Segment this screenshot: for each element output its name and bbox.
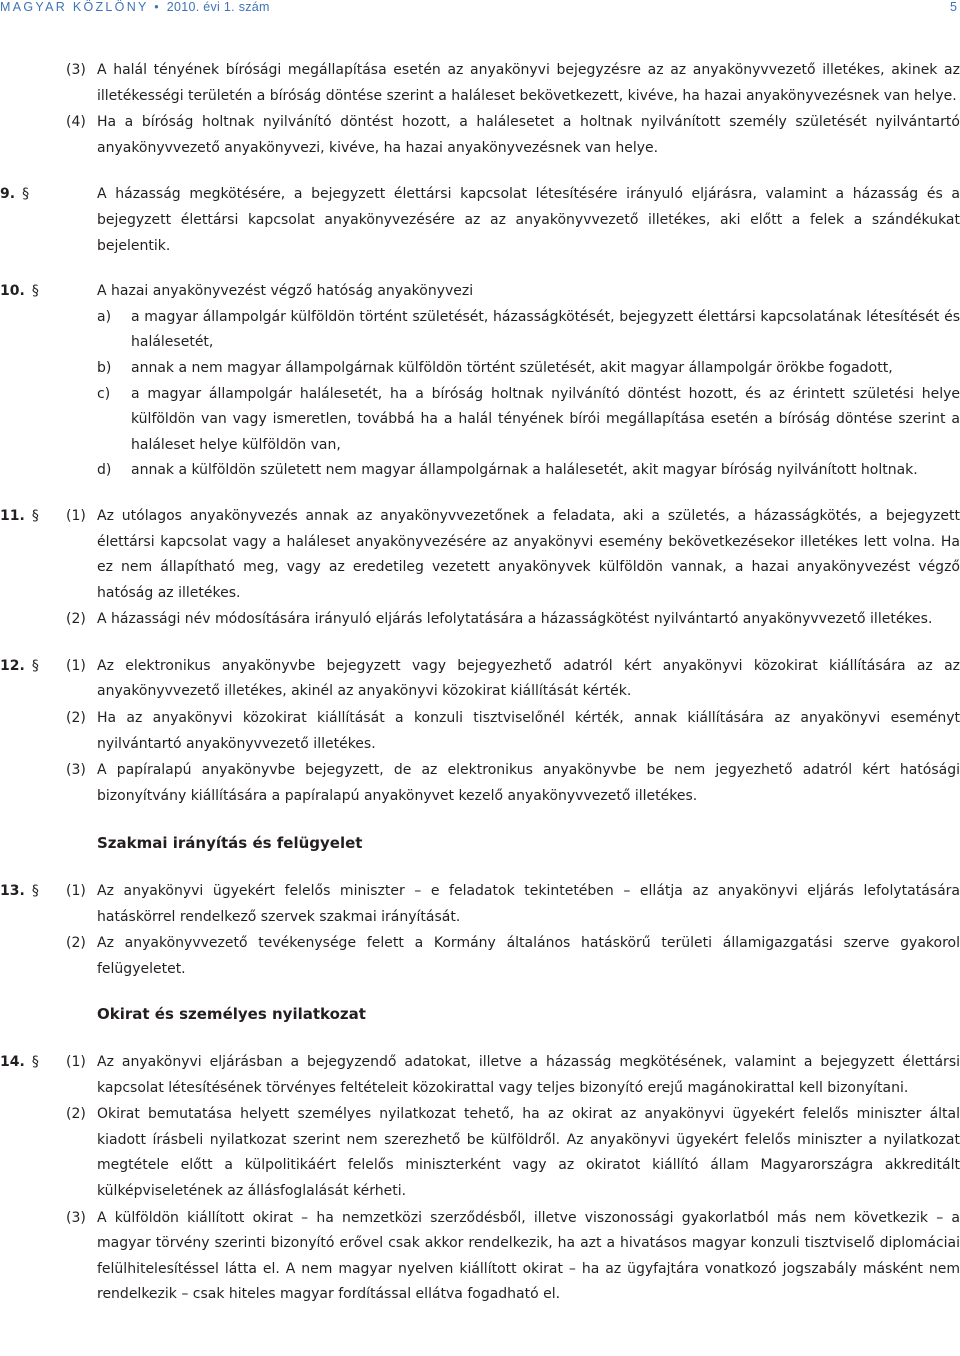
paragraph bbox=[0, 504, 960, 633]
subsection-number: (2) bbox=[66, 710, 86, 727]
subsection-number: (1) bbox=[66, 1054, 86, 1070]
list-item-letter: c) bbox=[97, 385, 111, 402]
list-item-text: annak a külföldön született nem magyar állampolgárnak a halálesetét, akit magyar bíróság nyilvánított holtnak. bbox=[131, 462, 918, 479]
section-number-label: 12. bbox=[0, 657, 25, 674]
section-number-label: 10. bbox=[0, 283, 25, 300]
subsection-text: Az utólagos anyakönyvezés annak az anyakönyvvezetőnek a feladata, aki a születés, a házasságkötés, a bejegyzett élettársi kapcsolat vagy a haláleset anyakönyvezésére az anyakönyvi esemény bekövetkezésekor illetékes lett volna. Ha ez nem állapítható meg, vagy az eredetileg vezetett anyakönyvek külföldön vannak, a hazai anyakönyvezést végző hatóság az illetékes. bbox=[97, 507, 960, 601]
subsection-number: (2) bbox=[66, 611, 86, 628]
paragraph bbox=[0, 58, 960, 161]
section-number bbox=[0, 182, 29, 208]
subsection-number: (1) bbox=[66, 507, 86, 524]
section-sign: § bbox=[31, 657, 39, 674]
subsection-number: (3) bbox=[66, 762, 86, 779]
paragraph bbox=[0, 879, 960, 982]
subsection-number: (2) bbox=[66, 935, 86, 952]
subsection-number: (3) bbox=[66, 1209, 86, 1226]
list-item bbox=[0, 356, 960, 382]
subsection-text: A papíralapú anyakönyvbe bejegyzett, de az elektronikus anyakönyvbe be nem jegyezhető adatról kért hatósági bizonyítvány kiállítására a papíralapú anyakönyvet kezelő anyakönyvvezető illetékes. bbox=[97, 762, 960, 804]
running-header bbox=[0, 0, 960, 14]
subsection bbox=[0, 1050, 960, 1101]
subsection-number: (1) bbox=[66, 657, 86, 674]
subsection bbox=[0, 504, 960, 606]
subsection bbox=[0, 758, 960, 809]
section-sign: § bbox=[31, 883, 39, 900]
heading-text: Okirat és személyes nyilatkozat bbox=[97, 1005, 366, 1024]
paragraph bbox=[0, 1050, 960, 1308]
subsection bbox=[0, 110, 960, 161]
subsection-number: (1) bbox=[66, 883, 86, 900]
list-item-text: a magyar állampolgár halálesetét, ha a bíróság holtnak nyilvánító döntést hozott, és az érintett születési helye külföldön van vagy ismeretlen, továbbá ha a halál tényének bírói megállapítása esetén a bíróság döntése szerint a haláleset helye külföldön van, bbox=[131, 385, 960, 453]
journal-title: MAGYAR KÖZLÖNY bbox=[0, 0, 149, 14]
subsection bbox=[0, 58, 960, 109]
subsection-text: A házassági név módosítására irányuló eljárás lefolytatására a házasságkötést nyilvántartó anyakönyvvezető illetékes. bbox=[97, 611, 933, 628]
paragraph bbox=[0, 654, 960, 810]
subsection bbox=[0, 1102, 960, 1204]
subsection-number: (4) bbox=[66, 114, 86, 131]
section-heading bbox=[0, 1002, 960, 1028]
section-sign: § bbox=[31, 507, 39, 524]
section-number-label: 13. bbox=[0, 883, 25, 900]
subsection-text: Az elektronikus anyakönyvbe bejegyzett vagy bejegyezhető adatról kért anyakönyvi közokirat kiállítására az az anyakönyvvezető illetékes, akinél az anyakönyvi közokirat kiállítását kérték. bbox=[97, 657, 960, 700]
section-number bbox=[0, 279, 39, 305]
subsection-text: A külföldön kiállított okirat – ha nemzetközi szerződésből, illetve viszonossági gyakorlatból más nem következik – a magyar törvény szerinti bizonyító erővel csak akkor rendelkezik, ha azt a hivatásos magyar konzuli tisztviselő diplomáciai felülhitelesítéssel látta el. A nem magyar nyelven kiállított okirat – ha az ügyfajtára vonatkozó jogszabály másként nem rendelkezik – csak hiteles magyar fordítással ellátva fogadható el. bbox=[97, 1209, 960, 1303]
paragraph bbox=[0, 279, 960, 484]
section-number-label: 11. bbox=[0, 507, 25, 524]
subsection-text: Az anyakönyvvezető tevékenysége felett a Kormány általános hatáskörű területi államigazgatási szerve gyakorol felügyeletet. bbox=[97, 935, 960, 977]
subsection bbox=[0, 879, 960, 930]
subsection bbox=[0, 706, 960, 757]
bullet-separator: • bbox=[154, 0, 161, 14]
section-sign: § bbox=[31, 283, 39, 300]
subsection-text: Ha az anyakönyvi közokirat kiállítását a konzuli tisztviselőnél kérték, annak kiállítására az anyakönyvi eseményt nyilvántartó anyakönyvvezető illetékes. bbox=[97, 710, 960, 752]
document-body bbox=[0, 38, 960, 1308]
list-item bbox=[0, 382, 960, 459]
list-item bbox=[0, 458, 960, 484]
section-heading bbox=[0, 831, 960, 857]
header-journal-line bbox=[0, 0, 270, 14]
list-intro: A hazai anyakönyvezést végző hatóság anyakönyvezi bbox=[97, 283, 474, 300]
list-item-letter: d) bbox=[97, 462, 112, 479]
subsection bbox=[0, 931, 960, 982]
list-item-text: a magyar állampolgár külföldön történt születését, házasságkötését, bejegyzett élettársi kapcsolatának létesítését és halálesetét, bbox=[131, 308, 960, 351]
paragraph bbox=[0, 182, 960, 259]
list-item-letter: a) bbox=[97, 308, 112, 325]
list-item-text: annak a nem magyar állampolgárnak külföldön történt születését, akit magyar állampolgár örökbe fogadott, bbox=[131, 359, 893, 376]
subsection bbox=[0, 607, 960, 633]
list-item-letter: b) bbox=[97, 359, 112, 376]
subsection-text: Okirat bemutatása helyett személyes nyilatkozat tehető, ha az okirat az anyakönyvi ügyekért felelős miniszter által kiadott írásbeli nyilatkozat szerint nem szerezhető be külföldről. Az anyakönyvi ügyekért felelős miniszter a nyilatkozat megtétele előtt a külpolitikáért felelős miniszterként vagy az okiratot kiállító állam Magyarországra akkreditált külképviseletének az állásfoglalását kérheti. bbox=[97, 1106, 960, 1199]
subsection-text: Ha a bíróság holtnak nyilvánító döntést hozott, a halálesetet a holtnak nyilvánított személy születését nyilvántartó anyakönyvvezető anyakönyvezi, kivéve, ha hazai anyakönyvezésnek van helye. bbox=[97, 114, 960, 156]
section-number-label: 14. bbox=[0, 1054, 25, 1070]
subsection-text: A halál tényének bírósági megállapítása esetén az anyakönyvi bejegyzésre az az anyakönyvvezető illetékes, akinek az illetékességi területén a bíróság döntése szerint a haláleset bekövetkezett, kivéve, ha hazai anyakönyvezésnek van helye. bbox=[97, 62, 960, 104]
list-item bbox=[0, 305, 960, 356]
subsection bbox=[0, 1206, 960, 1308]
issue-label: 2010. évi 1. szám bbox=[166, 0, 270, 14]
page-number: 5 bbox=[950, 0, 957, 14]
section-sign: § bbox=[31, 1054, 39, 1070]
section-number-label: 9. bbox=[0, 186, 16, 203]
subsection bbox=[0, 654, 960, 705]
subsection-text: Az anyakönyvi ügyekért felelős miniszter – e feladatok tekintetében – ellátja az anyakönyvi eljárás lefolytatására hatáskörrel rendelkező szervek szakmai irányítását. bbox=[97, 883, 960, 925]
subsection-text: Az anyakönyvi eljárásban a bejegyzendő adatokat, illetve a házasság megkötésének, valamint a bejegyzett élettársi kapcsolat létesítésének törvényes feltételeit közokirattal vagy teljes bizonyító erejű magánokirattal kell bizonyítani. bbox=[97, 1054, 960, 1096]
paragraph-text: A házasság megkötésére, a bejegyzett élettársi kapcsolat létesítésére irányuló eljárásra, valamint a házasság és a bejegyzett élettársi kapcsolat anyakönyvezésére az az anyakönyvvezető illetékes, aki előtt a felek a szándékukat bejelentik. bbox=[97, 186, 960, 254]
section-sign: § bbox=[22, 186, 30, 203]
subsection-number: (3) bbox=[66, 62, 86, 78]
subsection-number: (2) bbox=[66, 1106, 86, 1123]
heading-text: Szakmai irányítás és felügyelet bbox=[97, 834, 363, 853]
